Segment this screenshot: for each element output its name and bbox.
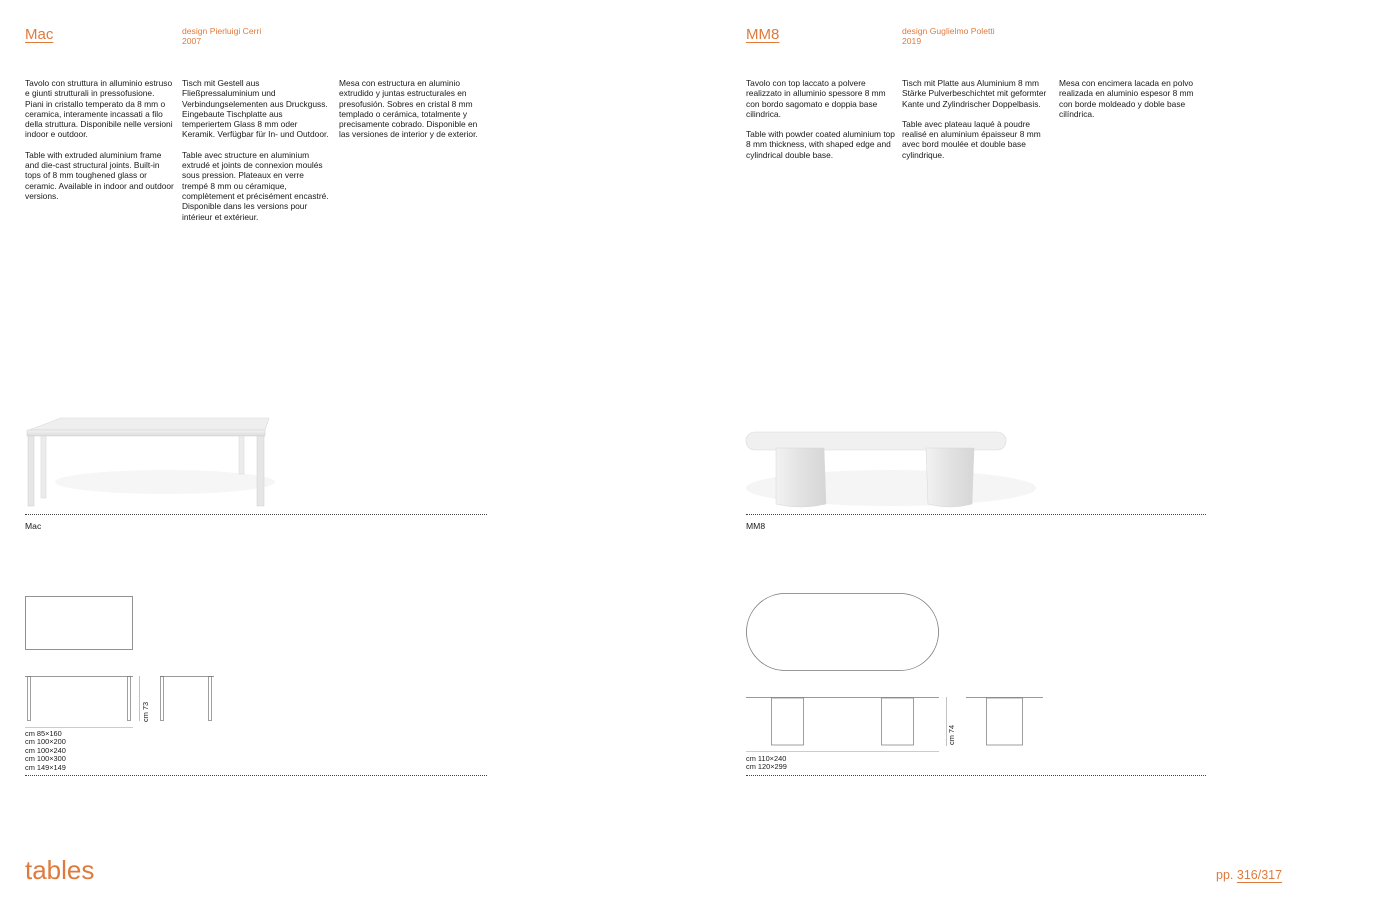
- designer-credit: [182, 26, 261, 46]
- designer-credit: [902, 26, 995, 46]
- size-item: cm 120×299: [746, 762, 787, 772]
- pages-prefix: pp.: [1216, 868, 1234, 882]
- mm8-table-photo: [746, 428, 1046, 512]
- section-name: tables: [25, 855, 95, 885]
- description-german-french: [182, 78, 332, 232]
- designer-name: design Guglielmo Poletti: [902, 26, 995, 36]
- mm8-technical-drawing: [746, 593, 1046, 753]
- description-italian: Tavolo con struttura in alluminio estruso e giunti strutturali in pressofusione. Piani in cristallo temperato da 8 mm o ceramica, interamente incassati a filo della struttura. Disponibile nelle versioni indoor e outdoor.: [25, 78, 173, 140]
- design-year: 2007: [182, 36, 202, 46]
- designer-name: design Pierluigi Cerri: [182, 26, 262, 36]
- description-spanish: Mesa con estructura en aluminio extrudido y juntas estructurales en presofusión. Sobres en cristal 8 mm templado o cerámica, totalmente y precisamente cobrado. Disponible en las versiones de interior y de exterior.: [339, 78, 478, 140]
- size-item: cm 110×240: [746, 754, 787, 763]
- size-item: cm 85×160: [25, 729, 62, 738]
- page-numbers: [1216, 869, 1282, 882]
- product-caption: Mac: [25, 521, 42, 531]
- size-item: cm 100×300: [25, 754, 66, 764]
- product-title-mm8: MM8: [746, 26, 780, 43]
- section-divider: [25, 514, 487, 515]
- description-italian-english: [746, 78, 896, 170]
- description-german: Tisch mit Gestell aus Fließpressaluminium und Verbindungselementen aus Druckguss. Eingebaute Tischplatte aus temperiertem Glass 8 mm oder Keramik. Verfügbar für In- und Outdoor.: [182, 78, 329, 140]
- description-english: Table with powder coated aluminium top 8 mm thickness, with shaped edge and cylindrical double base.: [746, 129, 895, 160]
- description-spanish-column: [1059, 78, 1209, 129]
- description-spanish: Mesa con encimera lacada en polvo realizada en aluminio espesor 8 mm con borde moldeado y doble base cilíndrica.: [1059, 78, 1194, 119]
- pages-link[interactable]: 316/317: [1236, 868, 1283, 882]
- height-dimension: cm 74: [947, 724, 956, 745]
- size-item: cm 149×149: [25, 762, 66, 772]
- description-english: Table with extruded aluminium frame and die-cast structural joints. Built-in tops of 8 mm toughened glass or ceramic. Available in indoor and outdoor versions.: [25, 149, 174, 201]
- section-divider: [25, 775, 487, 776]
- description-italian: Tavolo con top laccato a polvere realizzato in alluminio spessore 8 mm con bordo sagomato e doppia base cilindrica.: [746, 78, 886, 119]
- size-item: cm 100×240: [25, 745, 66, 755]
- description-german-french: [902, 78, 1052, 170]
- product-caption: MM8: [746, 521, 766, 531]
- height-dimension: cm 73: [141, 701, 150, 722]
- size-list: [25, 730, 66, 772]
- size-list: [746, 755, 787, 772]
- product-title-mac: Mac: [25, 26, 54, 43]
- section-divider: [746, 775, 1206, 776]
- mac-technical-drawing: [25, 596, 225, 726]
- mac-table-photo: [25, 412, 275, 512]
- description-german: Tisch mit Platte aus Aluminium 8 mm Stärke Pulverbeschichtet mit geformter Kante und Zylindrischer Doppelbasis.: [902, 78, 1047, 109]
- size-item: cm 100×200: [25, 737, 66, 747]
- description-spanish-column: [339, 78, 489, 150]
- description-french: Table avec structure en aluminium extrudé et joints de connexion moulés sous pression. Plateaux en verre trempé 8 mm ou céramique, complètement et précisément encastré. Disponible dans les versions pour intérieur et extérieur.: [182, 149, 329, 222]
- design-year: 2019: [902, 36, 922, 46]
- description-italian-english: [25, 78, 175, 211]
- description-french: Table avec plateau laqué à poudre realisé en aluminium épaisseur 8 mm avec bord moulée et double base cylindrique.: [902, 118, 1041, 160]
- section-divider: [746, 514, 1206, 515]
